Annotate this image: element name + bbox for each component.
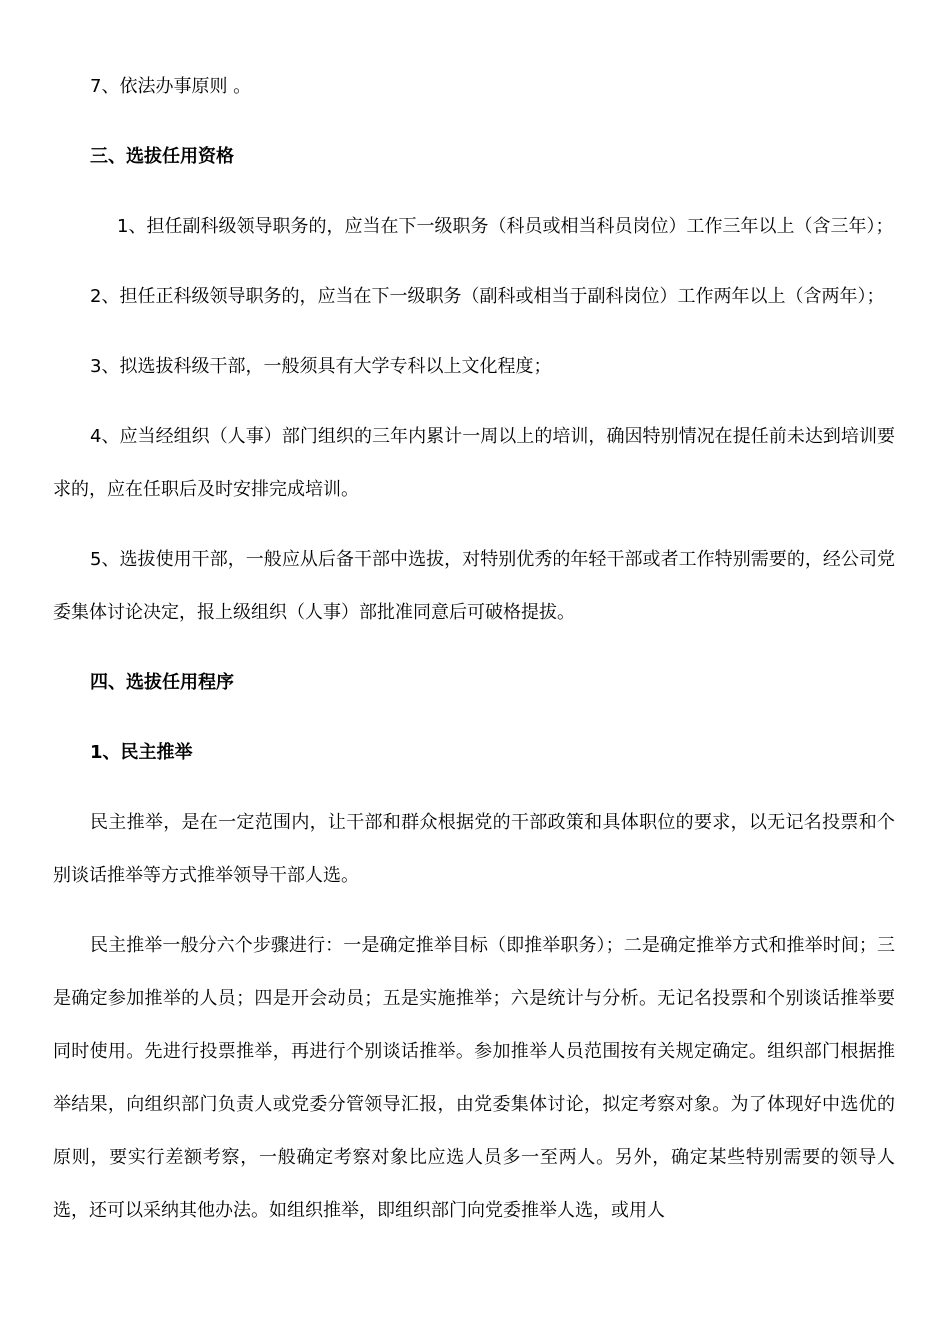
paragraph-recommendation-definition: 民主推举，是在一定范围内，让干部和群众根据党的干部政策和具体职位的要求，以无记名投票和个别谈话推举等方式推举领导干部人选。	[53, 812, 895, 886]
paragraph-qualification-3: 3、拟选拔科级干部，一般须具有大学专科以上文化程度；	[90, 356, 552, 377]
paragraph-qualification-1: 1、担任副科级领导职务的，应当在下一级职务（科员或相当科员岗位）工作三年以上（含三年）；	[117, 216, 894, 237]
paragraph-qualification-2: 2、担任正科级领导职务的，应当在下一级职务（副科或相当于副科岗位）工作两年以上（含两年）；	[90, 286, 885, 307]
paragraph-qualification-5: 5、选拔使用干部，一般应从后备干部中选拔，对特别优秀的年轻干部或者工作特别需要的，经公司党委集体讨论决定，报上级组织（人事）部批准同意后可破格提拔。	[53, 549, 895, 623]
paragraph-principle-7: 7、依法办事原则 。	[90, 76, 252, 97]
paragraph-recommendation-steps: 民主推举一般分六个步骤进行：一是确定推举目标（即推举职务）；二是确定推举方式和推举时间；三是确定参加推举的人员；四是开会动员；五是实施推举；六是统计与分析。无记名投票和个别谈话推举要同时使用。先进行投票推举，再进行个别谈话推举。参加推举人员范围按有关规定确定。组织部门根据推举结果，向组织部门负责人或党委分管领导汇报，由党委集体讨论，拟定考察对象。为了体现好中选优的原则，要实行差额考察，一般确定考察对象比应选人员多一至两人。另外，确定某些特别需要的领导人选，还可以采纳其他办法。如组织推举，即组织部门向党委推举人选，或用人	[53, 935, 895, 1221]
subheading-democratic-recommendation: 1、民主推举	[90, 742, 193, 763]
section-heading-procedure: 四、选拔任用程序	[90, 672, 234, 693]
paragraph-qualification-4: 4、应当经组织（人事）部门组织的三年内累计一周以上的培训，确因特别情况在提任前未达到培训要求的，应在任职后及时安排完成培训。	[53, 426, 895, 500]
section-heading-qualifications: 三、选拔任用资格	[90, 146, 234, 167]
